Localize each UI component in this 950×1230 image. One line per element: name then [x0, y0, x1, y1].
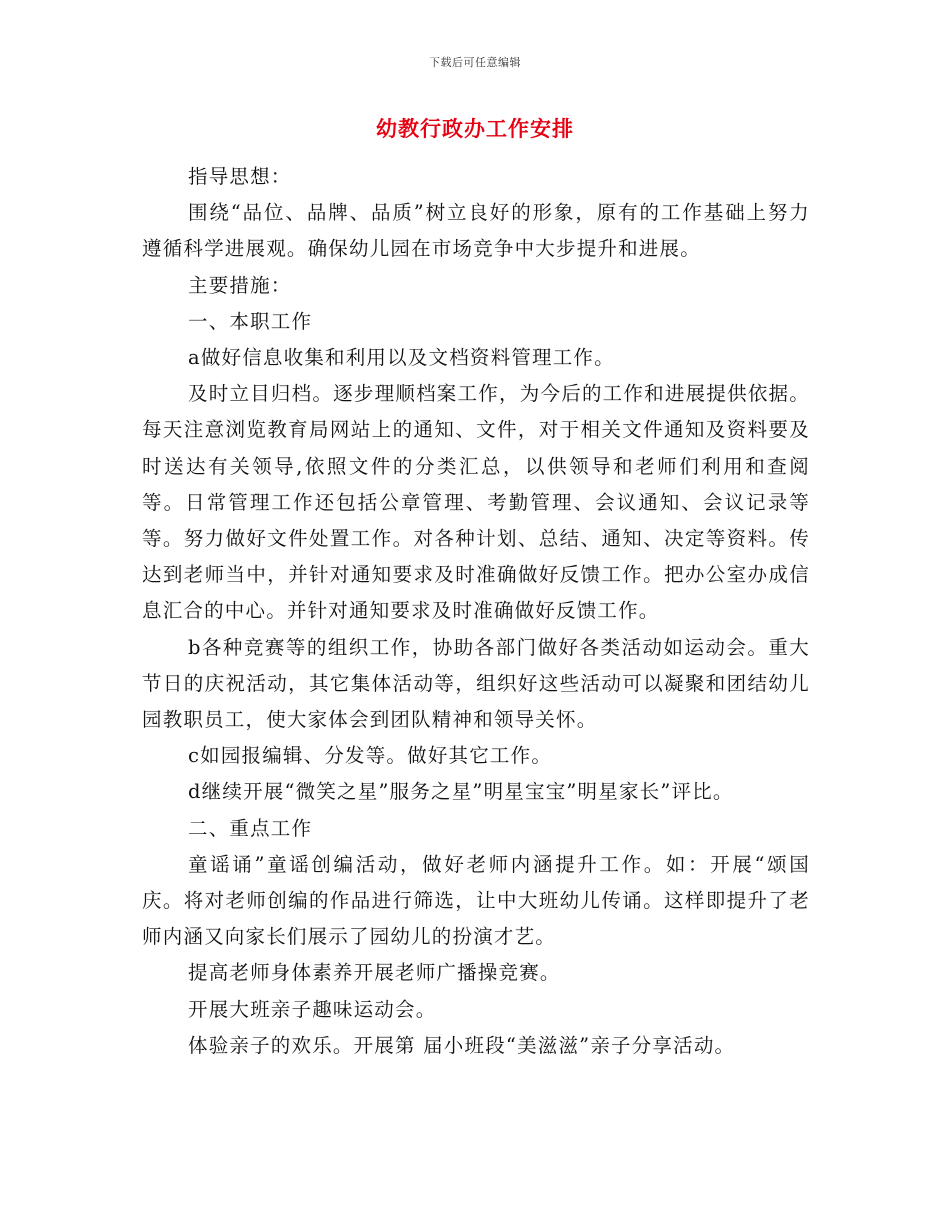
document-title: 幼教行政办工作安排 [376, 116, 574, 141]
paragraph-main-measures-heading: 主要措施： [188, 273, 292, 297]
header-note: 下载后可任意编辑 [429, 56, 521, 69]
paragraph-item-a: a做好信息收集和利用以及文档资料管理工作。 [188, 346, 615, 370]
section-heading-regular-work: 一、本职工作 [188, 309, 313, 333]
paragraph-item-b: b各种竞赛等的组织工作，协助各部门做好各类活动如运动会。重大节日的庆祝活动，其它集体活动等，组织好这些活动可以凝聚和团结幼儿园教职员工，使大家体会到团队精神和领导关怀。 [142, 635, 810, 732]
paragraph-item-d: d继续开展“微笑之星”服务之星”明星宝宝”明星家长”评比。 [188, 780, 734, 804]
paragraph-guiding-thought-heading: 指导思想： [188, 165, 292, 188]
paragraph-item-c: c如园报编辑、分发等。做好其它工作。 [188, 744, 553, 768]
paragraph-guiding-thought: 围绕“品位、品牌、品质”树立良好的形象，原有的工作基础上努力遵循科学进展观。确保幼儿园在市场竞争中大步提升和进展。 [142, 201, 810, 261]
paragraph-sharing-activity: 体验亲子的欢乐。开展第 届小班段“美滋滋”亲子分享活动。 [188, 1033, 736, 1057]
paragraph-teacher-exercise: 提高老师身体素养开展老师广播操竞赛。 [188, 961, 561, 985]
document-body [142, 159, 810, 1064]
paragraph-nursery-rhyme: 童谣诵”童谣创编活动，做好老师内涵提升工作。如：开展“颂国庆。将对老师创编的作品进行筛选，让中大班幼儿传诵。这样即提升了老师内涵又向家长们展示了园幼儿的扮演才艺。 [142, 852, 810, 949]
section-heading-key-work: 二、重点工作 [188, 816, 313, 840]
paragraph-sports-meet: 开展大班亲子趣味运动会。 [188, 997, 437, 1021]
paragraph-archiving: 及时立目归档。逐步理顺档案工作，为今后的工作和进展提供依据。每天注意浏览教育局网站上的通知、文件，对于相关文件通知及资料要及时送达有关领导,依照文件的分类汇总，以供领导和老师们利用和查阅等。日常管理工作还包括公章管理、考勤管理、会议通知、会议记录等等。努力做好文件处置工作。对各种计划、总结、通知、决定等资料。传达到老师当中，并针对通知要求及时准确做好反馈工作。把办公室办成信息汇合的中心。并针对通知要求及时准确做好反馈工作。 [142, 382, 810, 623]
